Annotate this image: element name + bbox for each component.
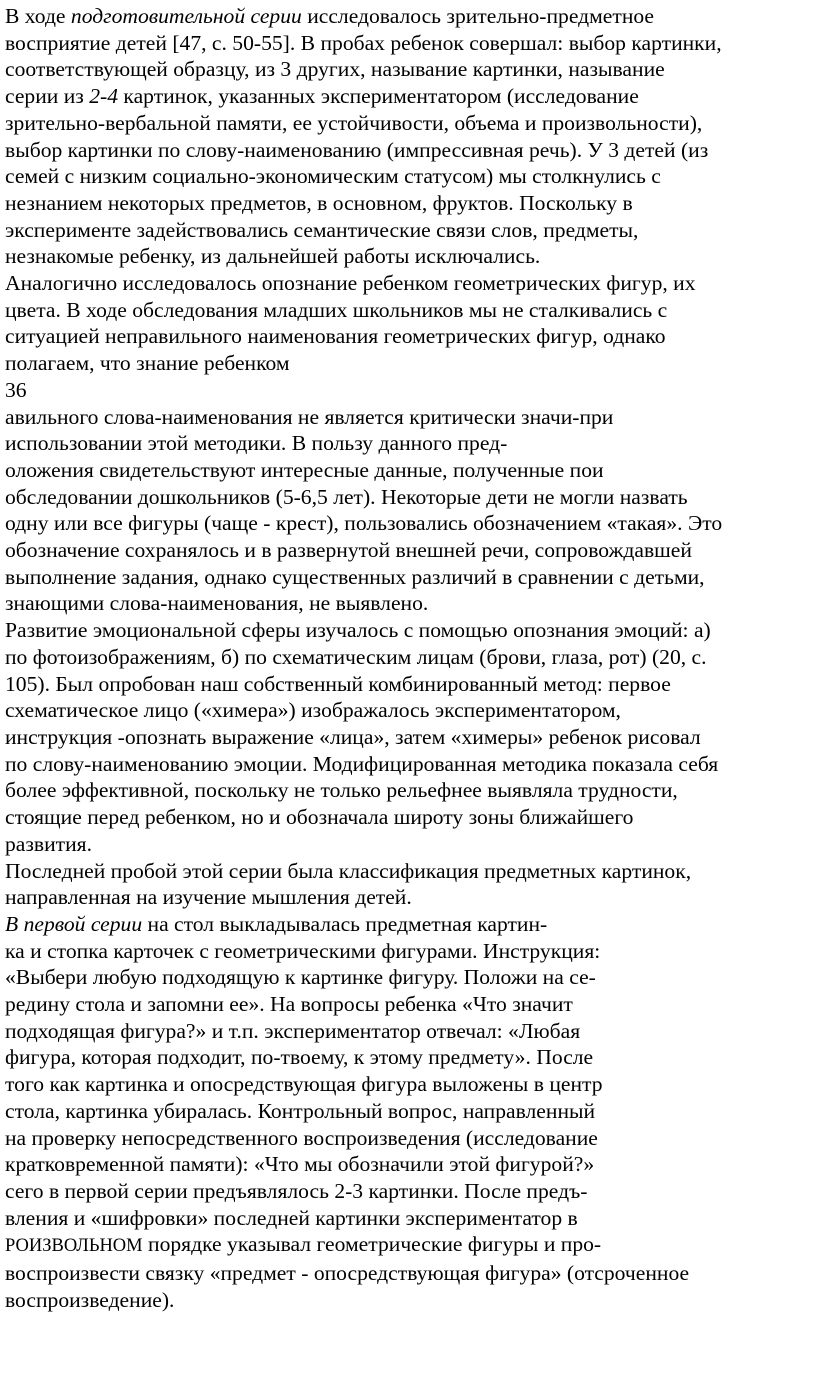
text-line bbox=[5, 1178, 816, 1205]
text-segment: воспроизведение). bbox=[5, 1287, 175, 1312]
text-line bbox=[5, 777, 816, 804]
text-line bbox=[5, 1260, 816, 1287]
text-line bbox=[5, 190, 816, 217]
text-line bbox=[5, 911, 816, 938]
text-segment: стола, картинка убиралась. Контрольный вопрос, направленный bbox=[5, 1098, 596, 1123]
text-segment: по фотоизображениям, б) по схематическим лицам (брови, глаза, рот) (20, с. bbox=[5, 644, 707, 669]
italic-text: подготовительной серии bbox=[70, 4, 302, 28]
text-line bbox=[5, 1231, 816, 1260]
text-segment: ситуацией неправильного наименования геометрических фигур, однако bbox=[5, 324, 666, 349]
text-segment: картинок, указанных экспериментатором (исследование bbox=[118, 84, 639, 109]
text-line bbox=[5, 323, 816, 350]
text-segment: редину стола и запомни ее». На вопросы ребенка «Что значит bbox=[5, 992, 573, 1017]
text-segment: на проверку непосредственного воспроизведения (исследование bbox=[5, 1125, 598, 1150]
text-segment: соответствующей образцу, из 3 других, называние картинки, называние bbox=[5, 57, 665, 82]
text-segment: подходящая фигура?» и т.п. экспериментатор отвечал: «Любая bbox=[5, 1018, 581, 1043]
text-line bbox=[5, 858, 816, 885]
text-segment: по слову-наименованию эмоции. Модифицированная методика показала себя bbox=[5, 751, 719, 776]
text-segment: более эффективной, поскольку не только рельефнее выявляла трудности, bbox=[5, 778, 678, 803]
text-segment: семей с низким социально-экономическим статусом) мы столкнулись с bbox=[5, 164, 661, 189]
text-segment: инструкция -опознать выражение «лица», затем «химеры» ребенок рисовал bbox=[5, 724, 701, 749]
text-segment: вления и «шифровки» последней картинки экспериментатор в bbox=[5, 1205, 578, 1230]
text-segment: выбор картинки по слову-наименованию (импрессивная речь). У 3 детей (из bbox=[5, 137, 709, 162]
text-segment: оложения свидетельствуют интересные данные, полученные пои bbox=[5, 457, 604, 482]
text-line bbox=[5, 938, 816, 965]
text-segment: авильного слова-наименования не является критически значи-при bbox=[5, 404, 614, 429]
text-line bbox=[5, 163, 816, 190]
text-line bbox=[5, 297, 816, 324]
text-line bbox=[5, 1098, 816, 1125]
text-segment: зрительно-вербальной памяти, ее устойчивости, объема и произвольности), bbox=[5, 110, 703, 135]
text-line bbox=[5, 377, 816, 404]
text-line bbox=[5, 1071, 816, 1098]
text-line bbox=[5, 3, 816, 30]
text-line bbox=[5, 697, 816, 724]
text-segment: порядке указывал геометрические фигуры и про- bbox=[142, 1232, 602, 1257]
text-segment: РОИЗВОЛЬНОМ bbox=[5, 1236, 143, 1257]
text-line bbox=[5, 56, 816, 83]
text-segment: того как картинка и опосредствующая фигура выложены в центр bbox=[5, 1072, 603, 1097]
text-line bbox=[5, 804, 816, 831]
text-segment: воспроизвести связку «предмет - опосредствующая фигура» (отсроченное bbox=[5, 1261, 690, 1286]
text-segment: ка и стопка карточек с геометрическими фигурами. Инструкция: bbox=[5, 938, 601, 963]
text-line bbox=[5, 991, 816, 1018]
text-segment: развития. bbox=[5, 831, 92, 856]
text-line bbox=[5, 537, 816, 564]
text-segment: кратковременной памяти): «Что мы обозначили этой фигурой?» bbox=[5, 1152, 595, 1177]
text-line bbox=[5, 1018, 816, 1045]
text-segment: 105). Был опробован наш собственный комбинированный метод: первое bbox=[5, 671, 671, 696]
text-segment: «Выбери любую подходящую к картинке фигуру. Положи на се- bbox=[5, 965, 596, 990]
text-segment: незнакомые ребенку, из дальнейшей работы исключались. bbox=[5, 244, 541, 269]
text-line bbox=[5, 137, 816, 164]
text-segment: Аналогично исследовалось опознание ребенком геометрических фигур, их bbox=[5, 271, 696, 296]
text-segment: использовании этой методики. В пользу данного пред- bbox=[5, 431, 508, 456]
text-line bbox=[5, 110, 816, 137]
text-line bbox=[5, 590, 816, 617]
text-segment: сего в первой серии предъявлялось 2-3 картинки. После предъ- bbox=[5, 1178, 588, 1203]
text-line bbox=[5, 30, 816, 57]
text-line bbox=[5, 430, 816, 457]
text-segment: направленная на изучение мышления детей. bbox=[5, 885, 412, 910]
text-segment: на стол выкладывалась предметная картин- bbox=[142, 911, 548, 936]
text-line bbox=[5, 243, 816, 270]
text-line bbox=[5, 671, 816, 698]
text-line bbox=[5, 964, 816, 991]
italic-text: В первой серии bbox=[5, 911, 143, 936]
text-line bbox=[5, 1125, 816, 1152]
text-line bbox=[5, 751, 816, 778]
text-line bbox=[5, 404, 816, 431]
text-segment: незнанием некоторых предметов, в основном, фруктов. Поскольку в bbox=[5, 190, 633, 215]
text-line bbox=[5, 484, 816, 511]
text-line bbox=[5, 1044, 816, 1071]
text-line bbox=[5, 270, 816, 297]
text-segment: восприятие детей [47, с. 50-55]. В пробах ребенок совершал: выбор картинки, bbox=[5, 30, 722, 55]
text-line bbox=[5, 884, 816, 911]
text-line bbox=[5, 831, 816, 858]
text-segment: стоящие перед ребенком, но и обозначала широту зоны ближайшего bbox=[5, 805, 634, 830]
text-segment: В ходе bbox=[5, 4, 71, 28]
text-line bbox=[5, 350, 816, 377]
text-line bbox=[5, 617, 816, 644]
text-line bbox=[5, 457, 816, 484]
text-segment: схематическое лицо («химера») изображалось экспериментатором, bbox=[5, 698, 621, 723]
text-segment: серии из bbox=[5, 84, 90, 109]
text-segment: обозначение сохранялось и в развернутой внешней речи, сопровождавшей bbox=[5, 538, 692, 563]
text-segment: эксперименте задействовались семантические связи слов, предметы, bbox=[5, 217, 639, 242]
text-segment: Развитие эмоциональной сферы изучалось с помощью опознания эмоций: а) bbox=[5, 618, 711, 643]
text-segment: обследовании дошкольников (5-6,5 лет). Некоторые дети не могли назвать bbox=[5, 484, 688, 509]
text-segment: знающими слова-наименования, не выявлено. bbox=[5, 591, 429, 616]
text-line bbox=[5, 724, 816, 751]
text-line bbox=[5, 1205, 816, 1232]
text-segment: исследовалось зрительно-предметное bbox=[301, 4, 655, 28]
text-line bbox=[5, 644, 816, 671]
text-line bbox=[5, 1151, 816, 1178]
text-segment: фигура, которая подходит, по-твоему, к этому предмету». После bbox=[5, 1045, 594, 1070]
italic-text: 2-4 bbox=[89, 84, 119, 109]
text-line bbox=[5, 1287, 816, 1314]
text-line bbox=[5, 564, 816, 591]
text-line bbox=[5, 83, 816, 110]
text-line bbox=[5, 510, 816, 537]
text-segment: полагаем, что знание ребенком bbox=[5, 351, 290, 376]
text-segment: Последней пробой этой серии была классификация предметных картинок, bbox=[5, 858, 692, 883]
text-segment: цвета. В ходе обследования младших школьников мы не сталкивались с bbox=[5, 297, 668, 322]
text-segment: выполнение задания, однако существенных различий в сравнении с детьми, bbox=[5, 564, 705, 589]
text-segment: одну или все фигуры (чаще - крест), пользовались обозначением «такая». Это bbox=[5, 511, 723, 536]
text-segment: 36 bbox=[5, 377, 27, 402]
text-line bbox=[5, 217, 816, 244]
